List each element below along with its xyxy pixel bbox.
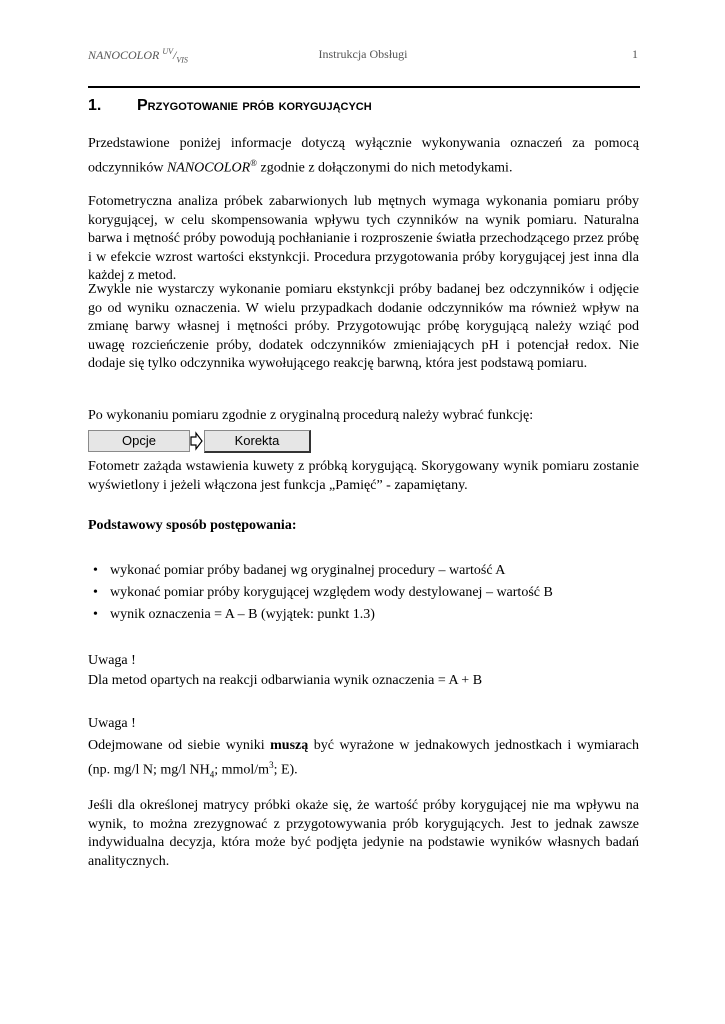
header-rule <box>88 86 640 88</box>
brand-sub: VIS <box>176 55 188 65</box>
note-label-2: Uwaga ! <box>88 716 136 731</box>
list-item: • wykonać pomiar próby korygującej względem wody destylowanej – wartość B <box>88 582 639 604</box>
bullet-icon: • <box>93 607 98 622</box>
section-heading <box>88 97 372 115</box>
correction-button[interactable]: Korekta <box>204 430 311 453</box>
paragraph-photometer: Fotometr zażąda wstawienia kuwety z próbką korygującą. Skorygowany wynik pomiaru zostanie wyświetlony i jeżeli włączona jest funkcja „Pamięć” - zapamiętany. <box>88 459 639 493</box>
brand-sup: UV <box>162 47 174 56</box>
list-item: • wykonać pomiar próby badanej wg oryginalnej procedury – wartość A <box>88 560 639 582</box>
list-item: • wynik oznaczenia = A – B (wyjątek: punkt 1.3) <box>88 604 639 626</box>
note-label-1: Uwaga ! <box>88 653 136 668</box>
paragraph-usually: Zwykle nie wystarczy wykonanie pomiaru ekstynkcji próby badanej bez odczynników i odjęcie go od wyniku oznaczenia. W wielu przypadkach dodanie odczynników ma również wpływ na zmianę barwy własnej i mętności próby. Przygotowując próbę korygującą należy wziąć pod uwagę rozcieńczenie próby, dodatek odczynników zmieniających pH i potencjał redox. Nie dodaje się tylko odczynnika wywołującego reakcję barwną, która jest podstawą pomiaru. <box>88 282 639 371</box>
section-number: 1. <box>88 97 102 114</box>
procedure-list <box>88 560 639 626</box>
note-text-2: Odejmowane od siebie wyniki muszą być wyrażone w jednakowych jednostkach i wymiarach (np. mg/l N; mg/l $NH_4$; mmol/$m^3$; E). <box>88 738 639 779</box>
bullet-icon: • <box>93 585 98 600</box>
header-title: Instrukcja Obsługi <box>318 47 408 61</box>
page-number: 1 <box>632 47 638 61</box>
header-brand: NANOCOLOR $^{UV}/_{VIS}$ <box>88 47 188 65</box>
page-header <box>88 47 638 63</box>
note-text-1: Dla metod opartych na reakcji odbarwiania wynik oznaczenia = A + B <box>88 673 483 688</box>
paragraph-final: Jeśli dla określonej matrycy próbki okaże się, że wartość próby korygującej nie ma wpływu na wynik, to można zrezygnować z przygotowywania prób korygujących. Jest to jednak zawsze indywidualna decyzja, która może być podjęta jedynie na podstawie wyników własnych badań analitycznych. <box>88 798 639 869</box>
options-button[interactable]: Opcje <box>88 430 190 452</box>
bullet-icon: • <box>93 563 98 578</box>
intro-paragraph: Przedstawione poniżej informacje dotyczą wyłącznie wykonywania oznaczeń za pomocą odczynników NANOCOLOR® zgodnie z dołączonymi do nich metodykami. <box>88 136 639 176</box>
paragraph-turbid-samples: Fotometryczna analiza próbek zabarwionych lub mętnych wymaga wykonania pomiaru próby korygującej, w celu skompensowania wpływu tych czynników na wynik pomiaru. Naturalna barwa i mętność próby powodują pochłanianie i rozproszenie światła przechodzącego przez próbę i w efekcie wzrost wartości ekstynkcji. Procedura przygotowania próby korygującej jest inna dla każdej z metod. <box>88 194 639 283</box>
section-title: Przygotowanie prób korygujących <box>137 97 372 114</box>
paragraph-select-function: Po wykonaniu pomiaru zgodnie z oryginalną procedurą należy wybrać funkcję: <box>88 408 534 423</box>
arrow-right-icon <box>189 431 203 451</box>
procedure-heading: Podstawowy sposób postępowania: <box>88 518 297 533</box>
